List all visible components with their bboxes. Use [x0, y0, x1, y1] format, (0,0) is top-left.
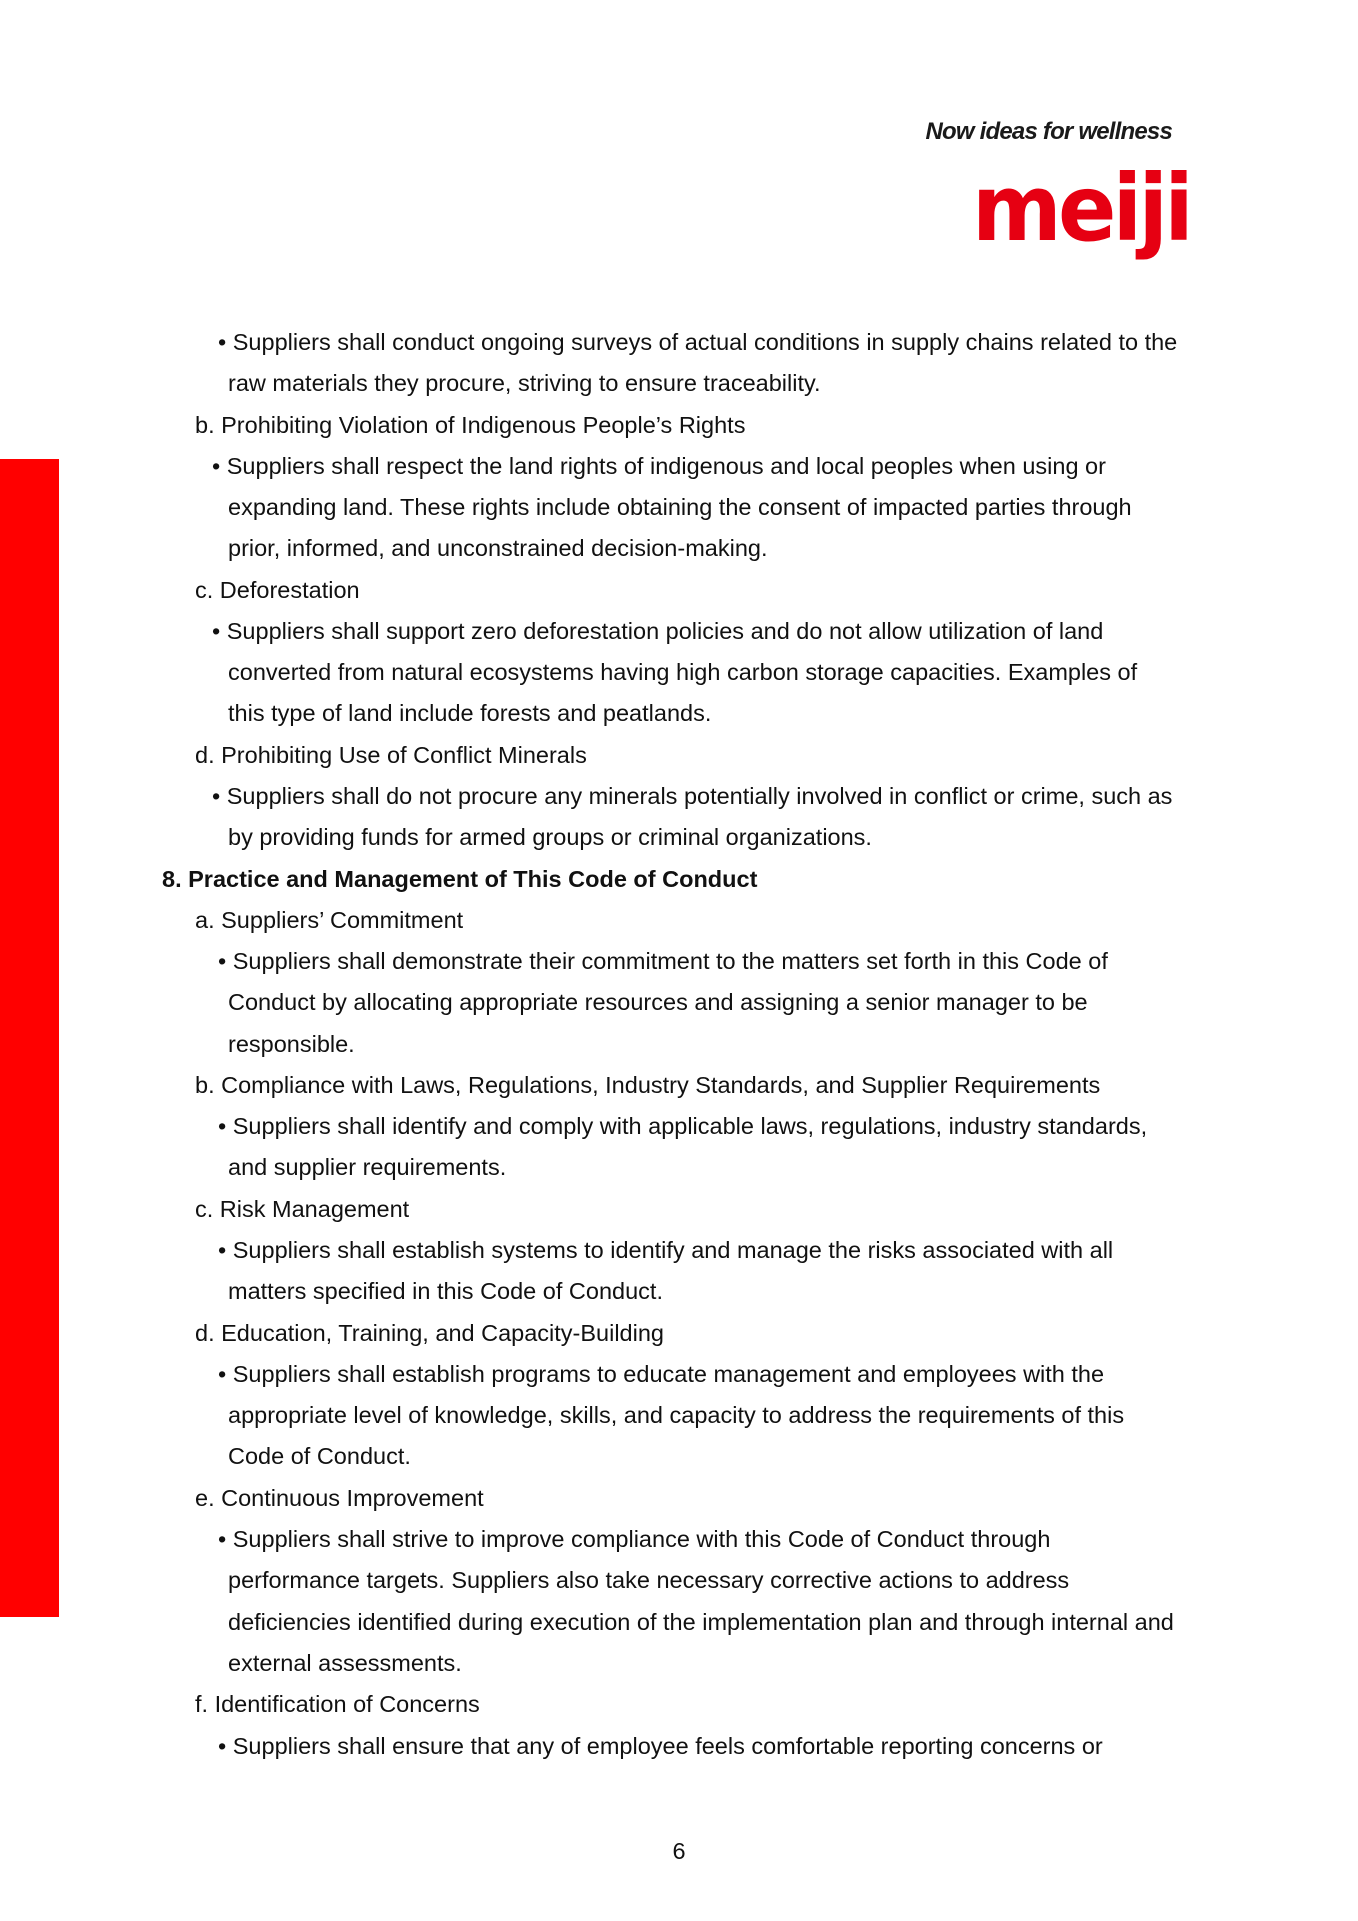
subheading-conflict-minerals: d. Prohibiting Use of Conflict Minerals — [195, 742, 587, 768]
text-line: prior, informed, and unconstrained decision-making. — [228, 535, 768, 561]
bullet-line: • Suppliers shall conduct ongoing surveys of actual conditions in supply chains related to the — [218, 329, 1178, 355]
bullet-line: • Suppliers shall identify and comply with applicable laws, regulations, industry standards, — [218, 1113, 1148, 1139]
subheading-commitment: a. Suppliers’ Commitment — [195, 907, 464, 933]
text-line: deficiencies identified during execution of the implementation plan and through internal and — [228, 1609, 1174, 1635]
page-number: 6 — [672, 1838, 686, 1864]
bullet-line: • Suppliers shall do not procure any minerals potentially involved in conflict or crime, such as — [212, 783, 1173, 809]
subheading-indigenous-rights: b. Prohibiting Violation of Indigenous People’s Rights — [195, 412, 746, 438]
bullet-line: • Suppliers shall establish systems to identify and manage the risks associated with all — [218, 1237, 1114, 1263]
text-line: expanding land. These rights include obtaining the consent of impacted parties through — [228, 494, 1132, 520]
text-line: appropriate level of knowledge, skills, and capacity to address the requirements of this — [228, 1402, 1125, 1428]
subheading-continuous-improvement: e. Continuous Improvement — [195, 1485, 484, 1511]
bullet-line: • Suppliers shall demonstrate their commitment to the matters set forth in this Code of — [218, 948, 1108, 974]
text-line: Conduct by allocating appropriate resources and assigning a senior manager to be — [228, 989, 1088, 1015]
text-line: Code of Conduct. — [228, 1443, 411, 1469]
subheading-education: d. Education, Training, and Capacity-Building — [195, 1320, 664, 1346]
text-line: and supplier requirements. — [228, 1154, 507, 1180]
text-line: performance targets. Suppliers also take necessary corrective actions to address — [228, 1567, 1070, 1593]
text-line: responsible. — [228, 1031, 355, 1057]
brand-tagline: Now ideas for wellness — [925, 118, 1172, 145]
text-line: this type of land include forests and peatlands. — [228, 700, 712, 726]
bullet-line: • Suppliers shall strive to improve compliance with this Code of Conduct through — [218, 1526, 1051, 1552]
section-heading-8: 8. Practice and Management of This Code of Conduct — [162, 866, 758, 892]
bullet-line: • Suppliers shall establish programs to educate management and employees with the — [218, 1361, 1105, 1387]
subheading-deforestation: c. Deforestation — [195, 577, 360, 603]
subheading-concerns: f. Identification of Concerns — [195, 1691, 480, 1717]
text-line: raw materials they procure, striving to ensure traceability. — [228, 370, 821, 396]
text-line: by providing funds for armed groups or criminal organizations. — [228, 824, 872, 850]
text-line: converted from natural ecosystems having high carbon storage capacities. Examples of — [228, 659, 1138, 685]
bullet-line: • Suppliers shall support zero deforestation policies and do not allow utilization of land — [212, 618, 1104, 644]
red-accent-bar — [0, 459, 59, 1617]
text-line: external assessments. — [228, 1650, 462, 1676]
subheading-compliance: b. Compliance with Laws, Regulations, Industry Standards, and Supplier Requirements — [195, 1072, 1101, 1098]
text-line: matters specified in this Code of Conduct. — [228, 1278, 663, 1304]
bullet-line: • Suppliers shall respect the land rights of indigenous and local peoples when using or — [212, 453, 1106, 479]
subheading-risk-management: c. Risk Management — [195, 1196, 410, 1222]
meiji-logo — [972, 162, 1190, 266]
meiji-logo-text: meiji — [972, 162, 1190, 262]
bullet-line: • Suppliers shall ensure that any of employee feels comfortable reporting concerns or — [218, 1733, 1103, 1759]
brand-header — [925, 118, 1220, 262]
